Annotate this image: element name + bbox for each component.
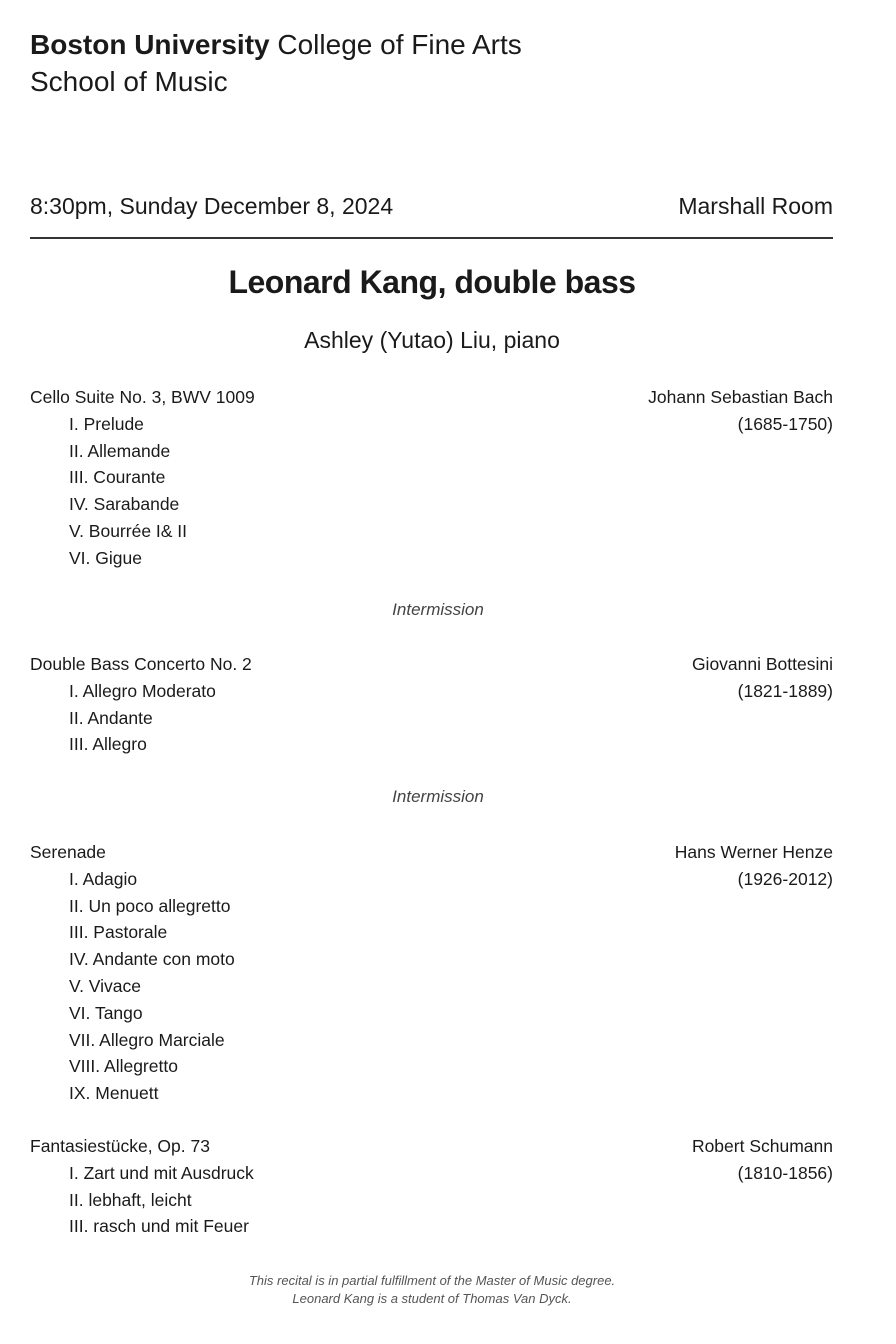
program-piece — [30, 384, 833, 572]
composer-name: Giovanni Bottesini — [691, 654, 833, 674]
movement: II. Un poco allegretto — [69, 895, 231, 916]
program-header — [30, 26, 522, 100]
movement: IV. Sarabande — [69, 494, 180, 515]
composer-name: Johann Sebastian Bach — [648, 387, 833, 407]
composer-name: Hans Werner Henze — [674, 842, 833, 862]
movement: II. Allemande — [69, 440, 171, 461]
program-piece — [30, 1133, 833, 1240]
composer-dates: (1685-1750) — [737, 413, 833, 434]
movement: VI. Tango — [69, 1002, 143, 1023]
movement: I. Zart und mit Ausdruck — [69, 1162, 254, 1183]
movement: VIII. Allegretto — [69, 1056, 178, 1077]
movement: V. Bourrée I& II — [69, 520, 188, 541]
intermission-label: Intermission — [392, 600, 484, 619]
movement: IX. Menuett — [69, 1083, 159, 1104]
composer-dates: (1821-1889) — [737, 680, 833, 701]
movement: III. Courante — [69, 467, 166, 488]
movement: III. Allegro — [69, 734, 147, 755]
university-name: Boston University — [30, 29, 270, 60]
movement: V. Vivace — [69, 975, 141, 996]
piece-title: Cello Suite No. 3, BWV 1009 — [30, 387, 255, 407]
performer-name: Leonard Kang, double bass — [228, 264, 636, 300]
program-piece — [30, 651, 833, 758]
accompanist-name: Ashley (Yutao) Liu, piano — [304, 327, 560, 353]
footer-teacher-note: Leonard Kang is a student of Thomas Van Dyck. — [292, 1291, 572, 1306]
program-footer — [0, 1272, 864, 1308]
movement: I. Allegro Moderato — [69, 680, 216, 701]
program-piece — [30, 839, 833, 1107]
event-info — [30, 193, 833, 220]
movement: VII. Allegro Marciale — [69, 1029, 225, 1050]
piece-title: Double Bass Concerto No. 2 — [30, 654, 252, 674]
movement: II. lebhaft, leicht — [69, 1189, 192, 1210]
school-name: School of Music — [30, 66, 228, 97]
composer-dates: (1926-2012) — [737, 868, 833, 889]
college-name: College of Fine Arts — [277, 29, 522, 60]
piece-title: Fantasiestücke, Op. 73 — [30, 1136, 210, 1156]
composer-dates: (1810-1856) — [737, 1162, 833, 1183]
footer-degree-note: This recital is in partial fulfillment of the Master of Music degree. — [248, 1273, 616, 1288]
movement: I. Prelude — [69, 413, 144, 434]
event-venue: Marshall Room — [678, 193, 833, 219]
event-datetime: 8:30pm, Sunday December 8, 2024 — [30, 193, 394, 219]
movement: II. Andante — [69, 707, 153, 728]
intermission-label: Intermission — [392, 787, 484, 806]
movement: III. Pastorale — [69, 922, 168, 943]
movement: IV. Andante con moto — [69, 949, 235, 970]
movement: VI. Gigue — [69, 547, 142, 568]
composer-name: Robert Schumann — [691, 1136, 833, 1156]
piece-title: Serenade — [30, 842, 106, 862]
header-divider — [30, 237, 833, 239]
movement: III. rasch und mit Feuer — [69, 1216, 249, 1237]
movement: I. Adagio — [69, 868, 138, 889]
